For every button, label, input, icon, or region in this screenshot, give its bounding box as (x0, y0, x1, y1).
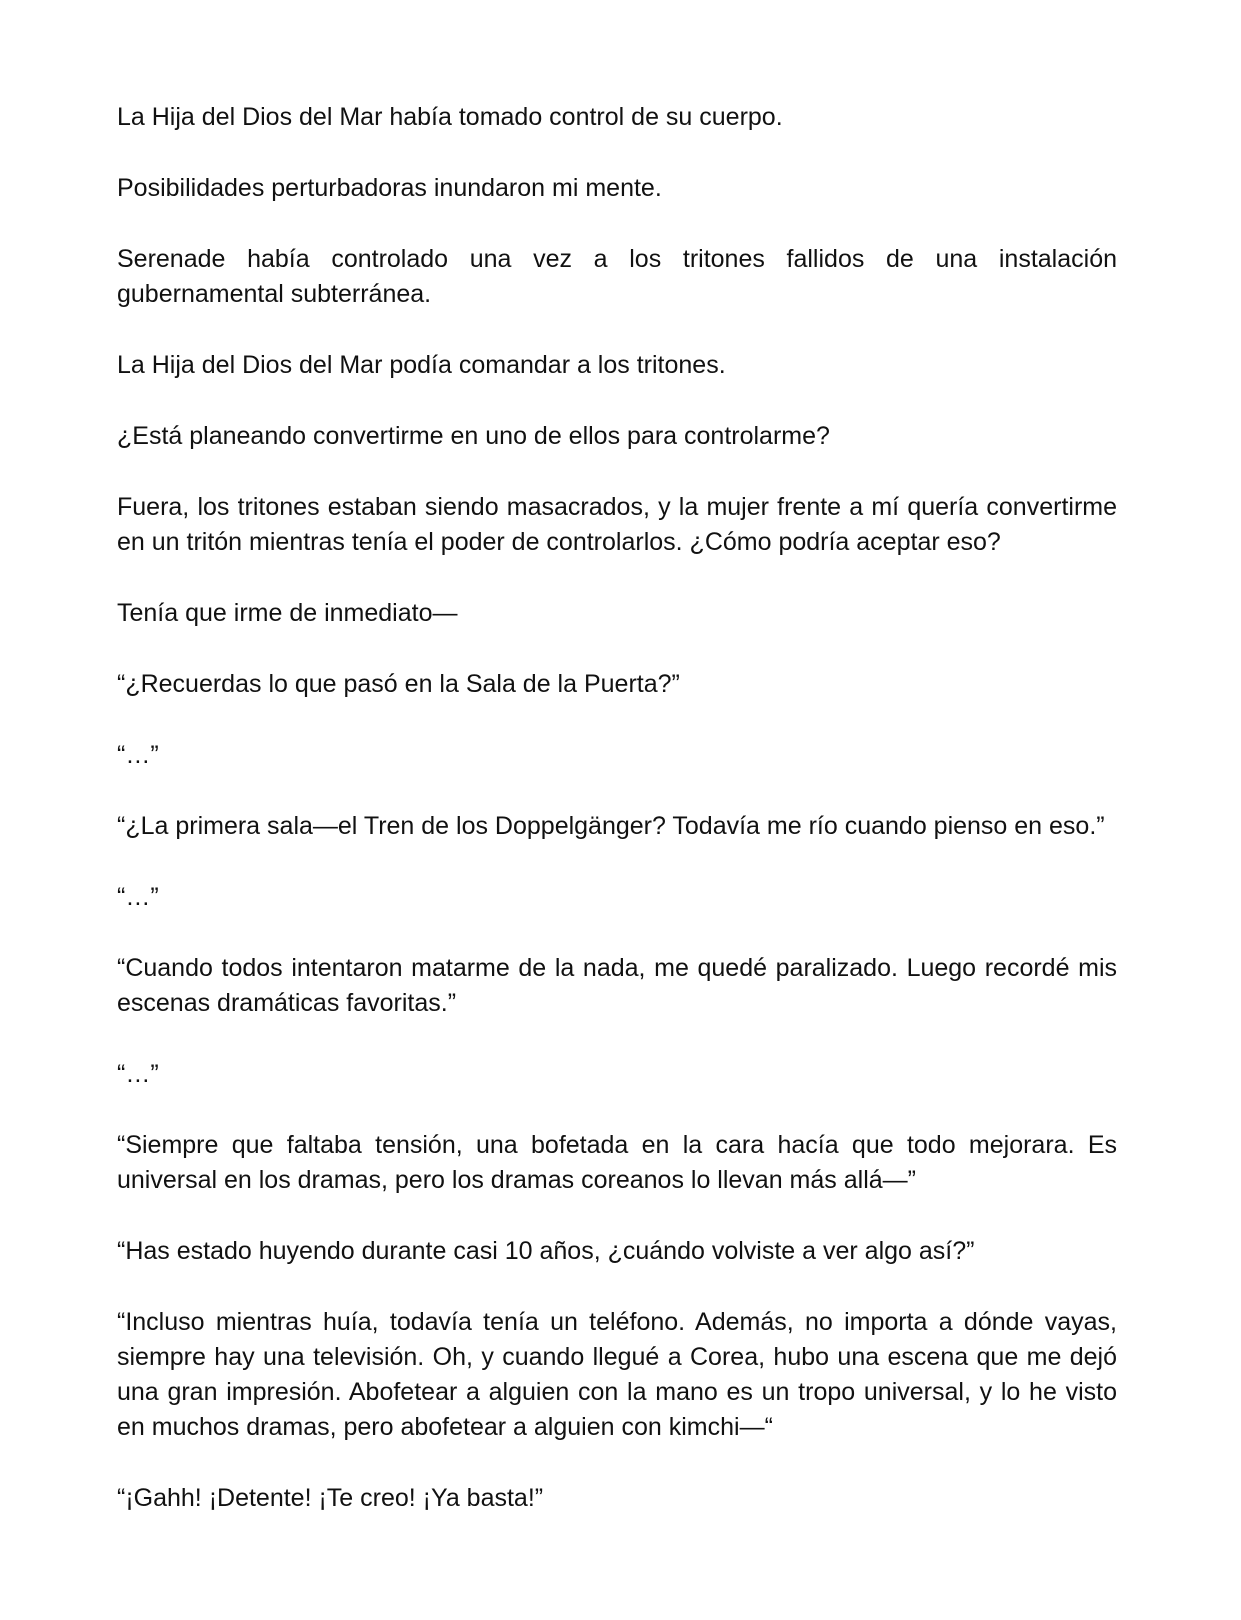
paragraph-13: “…” (117, 1060, 159, 1088)
document-page (117, 100, 1117, 1552)
paragraph-7: Tenía que irme de inmediato— (117, 599, 458, 627)
paragraph-17: “¡Gahh! ¡Detente! ¡Te creo! ¡Ya basta!” (117, 1484, 544, 1512)
paragraph-4: La Hija del Dios del Mar podía comandar a los tritones. (117, 351, 726, 379)
paragraph-9: “…” (117, 741, 159, 769)
paragraph-10: “¿La primera sala—el Tren de los Doppelgänger? Todavía me río cuando pienso en eso.” (117, 812, 1105, 840)
paragraph-12: “Cuando todos intentaron matarme de la nada, me quedé paralizado. Luego recordé mis escenas dramáticas favoritas.” (117, 954, 1117, 1017)
paragraph-11: “…” (117, 883, 159, 911)
paragraph-14: “Siempre que faltaba tensión, una bofetada en la cara hacía que todo mejorara. Es universal en los dramas, pero los dramas coreanos lo llevan más allá—” (117, 1131, 1117, 1194)
paragraph-2: Posibilidades perturbadoras inundaron mi mente. (117, 174, 662, 202)
paragraph-16: “Incluso mientras huía, todavía tenía un teléfono. Además, no importa a dónde vayas, siempre hay una televisión. Oh, y cuando llegué a Corea, hubo una escena que me dejó una gran impresión. Abofetear a alguien con la mano es un tropo universal, y lo he visto en muchos dramas, pero abofetear a alguien con kimchi—“ (117, 1308, 1117, 1441)
paragraph-3: Serenade había controlado una vez a los tritones fallidos de una instalación gubernamental subterránea. (117, 245, 1117, 308)
paragraph-5: ¿Está planeando convertirme en uno de ellos para controlarme? (117, 422, 830, 450)
paragraph-8: “¿Recuerdas lo que pasó en la Sala de la Puerta?” (117, 670, 680, 698)
paragraph-15: “Has estado huyendo durante casi 10 años, ¿cuándo volviste a ver algo así?” (117, 1237, 975, 1265)
paragraph-1: La Hija del Dios del Mar había tomado control de su cuerpo. (117, 103, 783, 131)
paragraph-6: Fuera, los tritones estaban siendo masacrados, y la mujer frente a mí quería convertirme en un tritón mientras tenía el poder de controlarlos. ¿Cómo podría aceptar eso? (117, 493, 1117, 556)
